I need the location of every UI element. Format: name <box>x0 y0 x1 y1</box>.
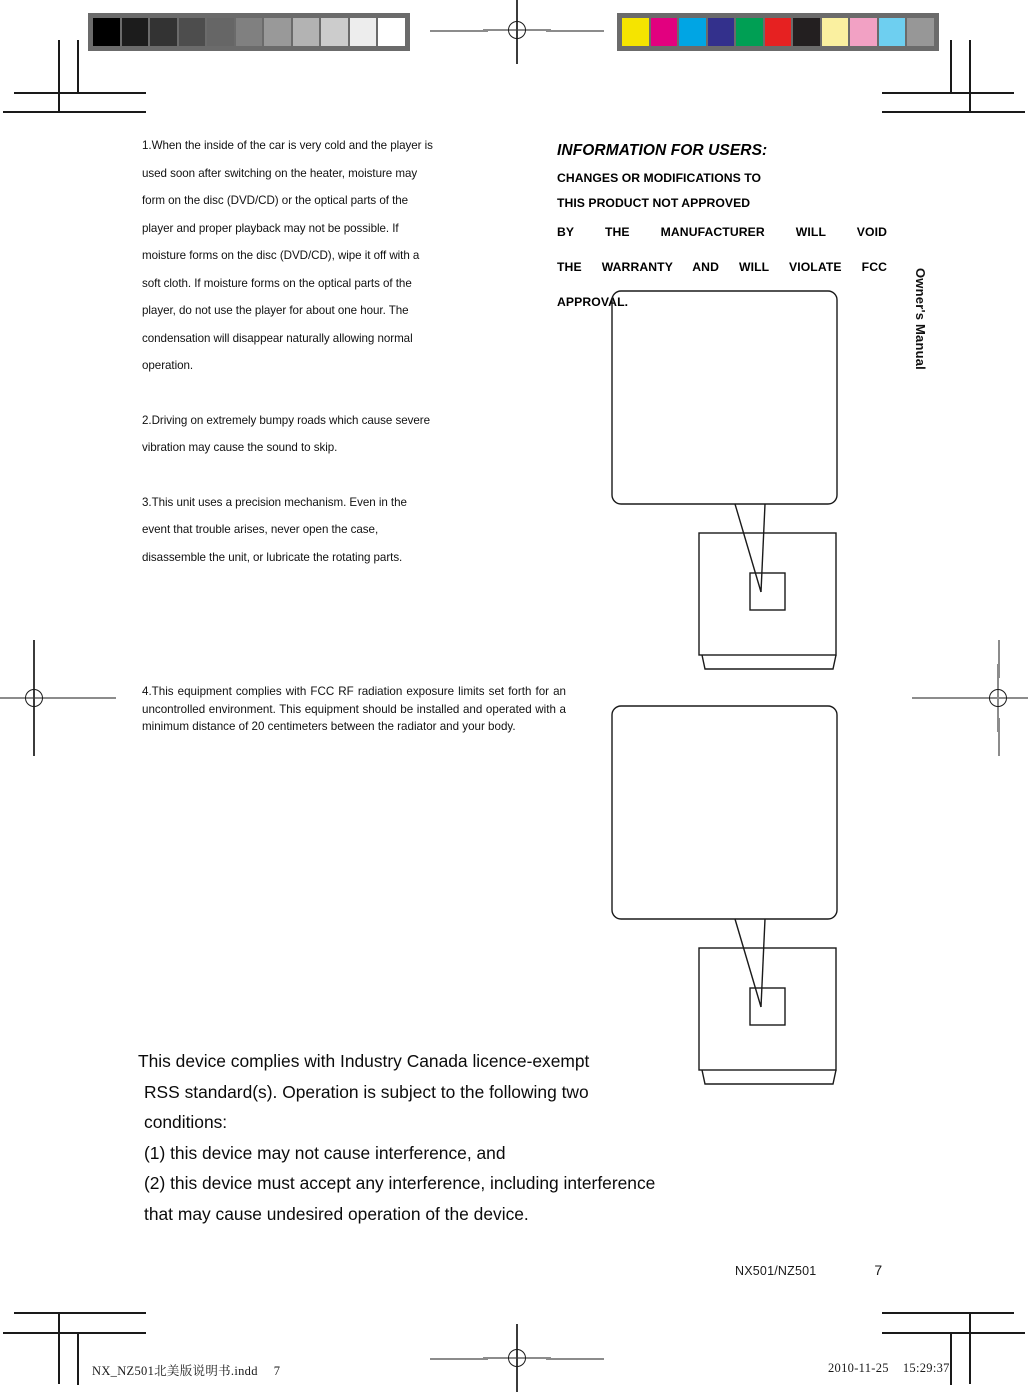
crop-mark-top-right-v1 <box>969 40 971 112</box>
paragraph-fcc-rf-exposure: 4.This equipment complies with FCC RF radiation exposure limits set forth for an uncontrolled environment. This equipment should be installed and operated with a minimum distance of 20 centimeters between the radiator and your body. <box>142 685 566 733</box>
grayscale-calibration-bar <box>88 13 410 51</box>
trim-guide-bottom-h-right <box>546 1358 604 1360</box>
trim-guide-right-lower <box>998 718 1000 756</box>
trim-guide-left-upper <box>33 640 35 678</box>
crop-mark-bottom-left-h2 <box>3 1332 146 1334</box>
device-body-rect <box>699 533 836 655</box>
crop-mark-top-left-h1 <box>14 92 146 94</box>
gray-swatch-3 <box>179 18 206 46</box>
color-swatch-1 <box>651 18 678 46</box>
crop-mark-top-left-v2 <box>77 40 79 93</box>
crop-mark-bottom-right-h1 <box>882 1312 1014 1314</box>
crop-mark-bottom-left-v2 <box>77 1332 79 1385</box>
gray-swatch-7 <box>293 18 320 46</box>
canada-notice-line-1: This device complies with Industry Canada licence-exempt <box>138 1051 590 1071</box>
warranty-void-line-2: THE WARRANTY AND WILL VIOLATE FCC <box>557 260 887 274</box>
color-swatch-6 <box>793 18 820 46</box>
gray-swatch-4 <box>207 18 234 46</box>
warranty-void-line-3: APPROVAL. <box>557 295 629 309</box>
canada-notice-line-2: RSS standard(s). Operation is subject to the following two <box>144 1081 589 1102</box>
gray-swatch-5 <box>236 18 263 46</box>
leader-line-right <box>761 919 765 1007</box>
trim-guide-bottom-h-left <box>430 1358 488 1360</box>
color-calibration-bar <box>617 13 939 51</box>
changes-or-modifications-line: CHANGES OR MODIFICATIONS TO <box>557 171 762 185</box>
detail-region-square <box>750 988 785 1025</box>
color-swatch-8 <box>850 18 877 46</box>
registration-mark-right-center <box>978 678 1018 718</box>
print-meta-timestamp <box>828 1361 950 1376</box>
color-swatch-0 <box>622 18 649 46</box>
print-time: 15:29:37 <box>902 1361 950 1375</box>
page-number: 7 <box>874 1262 883 1278</box>
magnified-view-frame <box>612 291 837 504</box>
trim-guide-right-upper <box>998 640 1000 678</box>
color-swatch-3 <box>708 18 735 46</box>
color-swatch-2 <box>679 18 706 46</box>
color-swatch-10 <box>907 18 934 46</box>
registration-mark-bottom-center <box>497 1338 537 1378</box>
gray-swatch-10 <box>378 18 405 46</box>
product-not-approved-line: THIS PRODUCT NOT APPROVED <box>557 196 751 210</box>
owners-manual-side-tab: Owner's Manual <box>913 268 928 370</box>
trim-guide-left-h <box>62 697 116 699</box>
indd-file-name: NX_NZ501北美版说明书.indd <box>92 1364 258 1378</box>
color-swatch-4 <box>736 18 763 46</box>
trim-guide-left-lower <box>33 718 35 756</box>
crop-mark-top-left-v1 <box>58 40 60 112</box>
canada-notice-line-3: conditions: <box>144 1112 228 1132</box>
paragraph-precision-mechanism: 3.This unit uses a precision mechanism. Even in the event that trouble arises, never open the case, disassemble the unit, or lubricate the rotating parts. <box>142 495 407 564</box>
model-name: NX501/NZ501 <box>735 1264 817 1278</box>
crop-mark-top-right-v2 <box>950 40 952 93</box>
trim-guide-right-h <box>912 697 966 699</box>
callout-diagram-top <box>595 285 855 680</box>
crop-mark-bottom-right-h2 <box>882 1332 1025 1334</box>
device-base-plate <box>702 655 836 669</box>
color-swatch-7 <box>822 18 849 46</box>
crop-mark-bottom-left-h1 <box>14 1312 146 1314</box>
magnified-view-frame <box>612 706 837 919</box>
print-date: 2010-11-25 <box>828 1361 889 1375</box>
trim-guide-top-h-left <box>430 30 488 32</box>
color-swatch-5 <box>765 18 792 46</box>
color-swatch-9 <box>879 18 906 46</box>
gray-swatch-1 <box>122 18 149 46</box>
industry-canada-notice <box>138 1046 818 1229</box>
gray-swatch-0 <box>93 18 120 46</box>
crop-mark-bottom-right-v2 <box>950 1332 952 1385</box>
crop-mark-top-left-h2 <box>3 111 146 113</box>
callout-diagram-bottom <box>595 698 855 1095</box>
crop-mark-top-right-h2 <box>882 111 1025 113</box>
callout-diagram-top-svg <box>595 285 855 675</box>
gray-swatch-6 <box>264 18 291 46</box>
paragraph-bumpy-roads: 2.Driving on extremely bumpy roads which cause severe vibration may cause the sound to skip. <box>142 413 430 454</box>
crop-mark-bottom-left-v1 <box>58 1312 60 1384</box>
print-meta-filename <box>92 1361 280 1379</box>
canada-notice-line-4: (1) this device may not cause interference, and <box>144 1142 506 1163</box>
page-footer <box>735 1262 882 1278</box>
callout-diagram-bottom-svg <box>595 698 855 1090</box>
crop-mark-top-right-h1 <box>882 92 1014 94</box>
leader-line-left <box>735 504 761 592</box>
information-for-users-heading: INFORMATION FOR USERS: <box>557 142 768 159</box>
detail-region-square <box>750 573 785 610</box>
left-text-column <box>142 132 434 571</box>
paragraph-condensation: 1.When the inside of the car is very cold and the player is used soon after switching on the heater, moisture may form on the disc (DVD/CD) or the optical parts of the player and proper playback may not be possible. If moisture forms on the disc (DVD/CD), wipe it off with a soft cloth. If moisture forms on the optical parts of the player, do not use the player for about one hour. The condensation will disappear naturally allowing normal operation. <box>142 139 433 372</box>
leader-line-left <box>735 919 761 1007</box>
registration-mark-top-center <box>497 10 537 50</box>
registration-mark-left-center <box>14 678 54 718</box>
gray-swatch-8 <box>321 18 348 46</box>
canada-notice-line-6: that may cause undesired operation of the device. <box>144 1203 529 1224</box>
trim-guide-top-h-right <box>546 30 604 32</box>
gray-swatch-9 <box>350 18 377 46</box>
indd-file-page: 7 <box>273 1364 281 1378</box>
canada-notice-line-5: (2) this device must accept any interference, including interference <box>144 1173 656 1193</box>
gray-swatch-2 <box>150 18 177 46</box>
crop-mark-bottom-right-v1 <box>969 1312 971 1384</box>
warranty-void-line-1: BY THE MANUFACTURER WILL VOID <box>557 225 887 239</box>
leader-line-right <box>761 504 765 592</box>
